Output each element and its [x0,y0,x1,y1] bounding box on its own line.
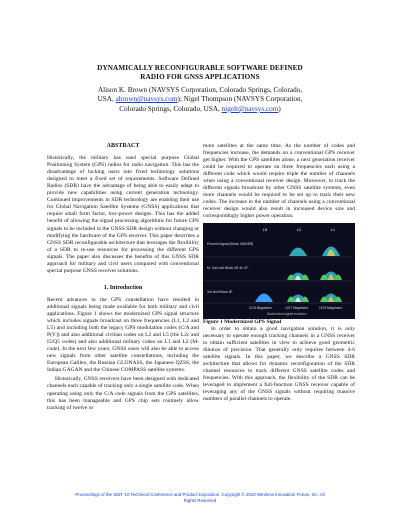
row-label-m-civil: M, 2nd civil Block IIR-M, IIF [207,265,249,270]
author-email-link-2[interactable]: nigelt@navsys.com [221,104,279,113]
left-column [47,143,199,412]
intro-paragraph-1: Recent advances in the GPS constellation have resulted in additional signals being made available for both military and civil applications. Figure 1 shows the modernized GPS signal structure which includes signals broadcast on three frequencies (L1, L2 and L5) and including both the legacy GPS modulation codes (C/A and P(Y)) and also additional civilian codes on L2 and L5 (the L2c and I5/Q5 codes) and also additional military codes on L1 and L2 (M-code). In the next few years, GNSS users will also be able to access new signals from other satellite constellations, including the European Galileo, the Russian GLONASS, the Japanese QZSS, the Indian GAGAN and the Chinese COMPASS satellite systems. [47,296,199,374]
author-line-2-suffix: ); Nigel Thompson (NAVSYS Corporation, [177,95,303,104]
author-affiliation-2: Colorado Springs, Colorado, USA, [119,104,222,113]
author-block [40,86,360,114]
freq-label-1227: 1227 Megahertz [285,305,309,310]
axis-caption: Modernized signal evolution [267,311,307,316]
introduction-heading: 1. Introduction [103,284,143,291]
page-footer [40,492,360,504]
author-line-3-suffix: ) [278,104,281,113]
band-label-l5: L5 [263,227,267,232]
freq-label-1176: 1176 Megahertz [249,305,272,310]
author-line-1: Alison K. Brown (NAVSYS Corporation, Colorado Springs, Colorado, [97,86,303,94]
author-email-link-1[interactable]: abrown@navsys.com [115,95,178,104]
title-line-2: RADIO FOR GNSS APPLICATIONS [140,73,260,81]
footer-line-2: Rights Reserved [183,498,217,503]
row-label-3rd-civil: 3rd civil Block IIF [207,289,233,294]
figure-1-caption: Figure 1 Modernized GPS Signal [203,318,282,325]
intro-paragraph-2: Historically, GNSS receivers have been designed with dedicated channels each capable of tracking only a single satellite code. When operating using only the C/A code signals from the GPS satellites, this has been manageable and GPS chip sets routinely allow tracking of twelve or [47,376,199,411]
author-line-3 [40,105,360,114]
figure-background [203,223,355,319]
freq-label-1575: 1575 Megahertz [319,305,343,310]
footer-line-1: Proceedings of the SDR '10 Technical Conference and Product Exposition, Copyright © 2010 Wireless Innovation Forum, Inc. All [75,492,325,497]
paper-title [40,64,360,82]
right-paragraph-2: In order to obtain a good navigation solution, it is only necessary to operate enough tracking channels in a GNSS receiver to obtain sufficient satellites in view to achieve good geometric dilution of precision. That generally only requires between 4-6 satellite signals. In this paper, we describe a GNSS SDR architecture that allows for dynamic reconfiguration of the SDR channel resources to track different GNSS satellite codes and frequencies. With this approach, the flexibility of the SDR can be leveraged to implement a full-function GNSS receiver capable of leveraging any of the GNSS signals without requiring massive numbers of parallel channels to operate. [203,325,355,403]
right-paragraph-1: more satellites at the same time. As the number of codes and frequencies increase, the demands on a conventional GPS receiver get higher. With the GPS satellites alone, a next generation receiver could be required to operate on three frequencies each using a different code which would require triple the number of channels when using a conventional receiver design. Moreover, to track the different signals broadcast by other GNSS satellite systems, even more channels would be required to be set up to track their new codes. The increase in the number of channels using a conventional receiver design would also result in increased device size and correspondingly higher power operation. [203,143,355,220]
row-label-present: Present signal (Block II/IIA/IIR) [207,241,254,246]
signal-spectrum-diagram [203,223,355,319]
abstract-text: Historically, the military has used special purpose Global Positioning System (GPS) radios for radio navigation. This has the disadvantage of locking users into fixed technology solutions designed to meet a fixed set of requirements. Software Defined Radios (SDR) have the advantage of being able to easily adapt to provide new capabilities using current generation technology. Continued improvements in SDR technology are enabling their use for Global Navigation Satellite Systems (GNSS) applications that require small form factor, low-power designs. This has the added benefit of allowing the signal processing algorithms for future GPS signals to be included in the GNSS SDR design without changing or modifying the hardware of the GPS receiver. This paper describes a GNSS SDR reconfigurable architecture that leverages the flexibility of a SDR to re-use resources for processing the different GPS signals. The paper also discusses the benefits of this GNSS SDR approach for military and civil users compared with conventional special purpose GNSS receiver solutions. [47,155,199,274]
right-column [203,143,355,403]
title-line-1: DYNAMICALLY RECONFIGURABLE SOFTWARE DEFINED [97,64,303,72]
figure-1-modernized-gps-signal [203,223,355,319]
band-label-l2: L2 [297,227,301,232]
author-usa: USA, [97,95,116,104]
band-label-l1: L1 [331,227,335,232]
author-line-2 [40,95,360,104]
abstract-heading: ABSTRACT [106,143,140,149]
